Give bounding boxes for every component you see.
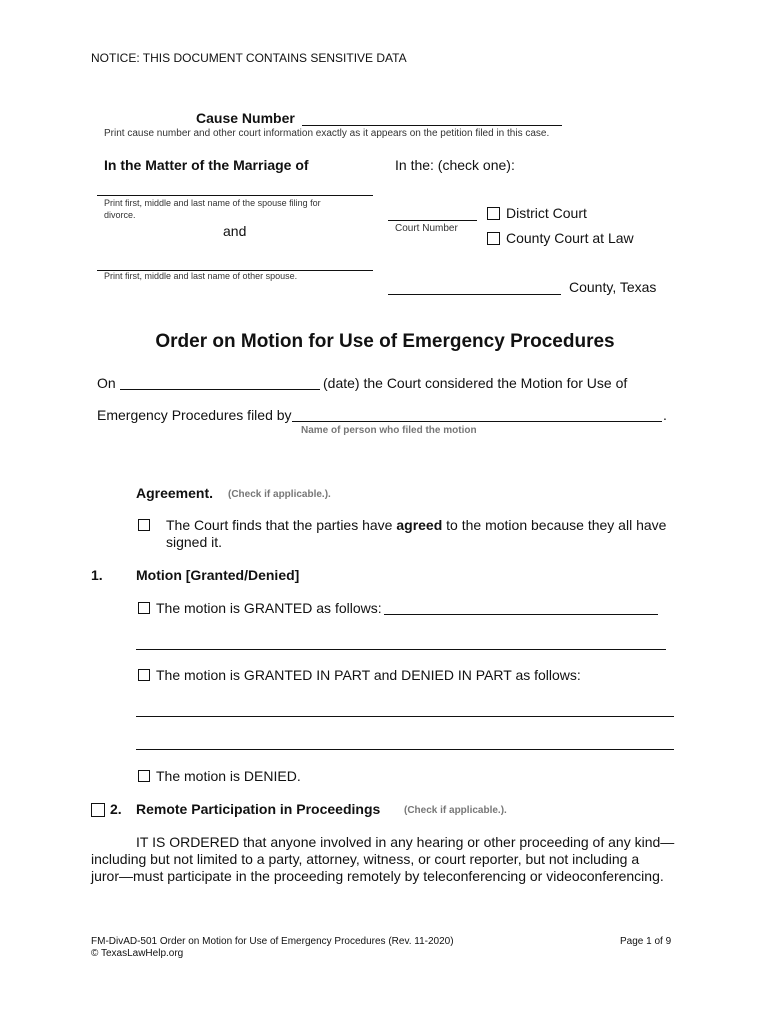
court-heading: In the: (check one): [395,157,515,173]
agreement-text-line2: signed it. [166,534,223,550]
sensitive-data-notice: NOTICE: THIS DOCUMENT CONTAINS SENSITIVE DATA [91,51,407,65]
court-number-label: Court Number [395,223,458,234]
section1-heading: Motion [Granted/Denied] [136,567,300,583]
spouse2-hint: Print first, middle and last name of other spouse. [104,271,298,281]
district-court-checkbox[interactable] [487,207,500,220]
footer-copyright: © TexasLawHelp.org [91,948,184,959]
matter-heading: In the Matter of the Marriage of [104,157,309,173]
granted-details-line2[interactable] [136,649,666,650]
county-texas-label: County, Texas [569,279,657,295]
spouse1-hint: Print first, middle and last name of the spouse filing for [104,198,321,208]
granted-details-input[interactable] [384,614,658,615]
footer-form-id: FM-DivAD-501 Order on Motion for Use of Emergency Procedures (Rev. 11-2020) [91,936,454,947]
county-court-checkbox[interactable] [487,232,500,245]
denied-checkbox[interactable] [138,770,150,782]
remote-paragraph-line1: IT IS ORDERED that anyone involved in any hearing or other proceeding of any kind— [136,834,675,850]
granted-label: The motion is GRANTED as follows: [156,600,382,616]
on-label: On [97,375,116,391]
partial-details-line1[interactable] [136,716,674,717]
filer-name-input[interactable] [292,421,662,422]
remote-paragraph-line3: juror—must participate in the proceeding remotely by teleconferencing or videoconferencing. [91,868,664,884]
county-court-label: County Court at Law [506,230,634,246]
partial-checkbox[interactable] [138,669,150,681]
filer-hint: Name of person who filed the motion [301,425,477,436]
filed-by-label: Emergency Procedures filed by [97,407,292,423]
court-number-input[interactable] [388,220,477,221]
agreement-text: The Court finds that the parties have agreed to the motion because they all have [166,517,667,533]
cause-instruction: Print cause number and other court information exactly as it appears on the petition filed in this case. [104,128,550,139]
cause-number-label: Cause Number [196,110,295,126]
district-court-label: District Court [506,205,587,221]
date-text: (date) the Court considered the Motion for Use of [323,375,628,391]
filed-by-period: . [663,407,667,423]
spouse1-hint-line2: divorce. [104,210,136,220]
agreement-heading: Agreement. [136,485,214,501]
spouse1-name-input[interactable] [97,195,373,196]
agreement-checkbox[interactable] [138,519,150,531]
remote-paragraph-line2: including but not limited to a party, attorney, witness, or court reporter, but not including a [91,851,640,867]
granted-checkbox[interactable] [138,602,150,614]
document-title: Order on Motion for Use of Emergency Procedures [155,331,615,352]
county-name-input[interactable] [388,294,561,295]
remote-participation-checkbox[interactable] [91,803,105,817]
cause-number-input[interactable] [302,125,562,126]
section2-note: (Check if applicable.). [404,805,507,816]
and-label: and [223,223,247,239]
denied-label: The motion is DENIED. [156,768,301,784]
partial-details-line2[interactable] [136,749,674,750]
section2-heading: Remote Participation in Proceedings [136,801,381,817]
footer-page-number: Page 1 of 9 [620,936,672,947]
section2-number: 2. [110,801,122,817]
hearing-date-input[interactable] [120,389,320,390]
section1-number: 1. [91,567,103,583]
agreement-note: (Check if applicable.). [228,489,331,500]
partial-label: The motion is GRANTED IN PART and DENIED IN PART as follows: [156,667,581,683]
